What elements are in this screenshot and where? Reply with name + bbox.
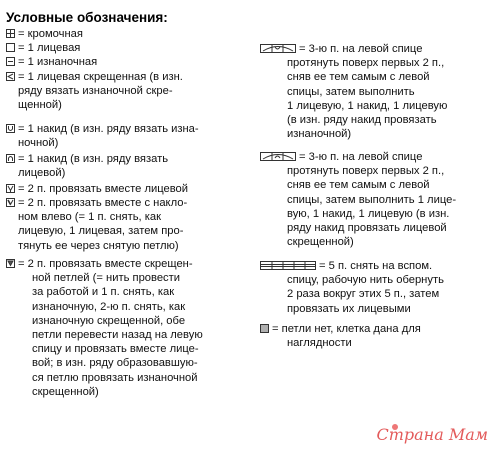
watermark: Страна Мам <box>376 425 488 444</box>
k2tog-left-icon <box>6 198 15 207</box>
knit-twisted-icon <box>6 72 15 81</box>
legend-entry-cluster-3 <box>260 42 447 141</box>
legend-text: изнаночную скрещенной, обе <box>32 314 186 327</box>
legend-text: петли перевести назад на левую <box>32 329 203 342</box>
no-stitch-icon <box>260 324 269 333</box>
legend-entry-purl <box>6 55 97 69</box>
legend-text: = 1 лицевая <box>18 42 81 54</box>
slip-5-wrap-icon <box>260 261 316 270</box>
legend-text: изнаночную, 2-ю п. снять, как <box>32 300 186 313</box>
legend-entry-k2tog-twisted <box>6 257 203 399</box>
legend-text: = 2 п. провязать вместе лицевой <box>18 183 189 195</box>
edge-stitch-icon <box>6 29 15 38</box>
legend-text: = 3-ю п. на левой спице <box>299 151 423 163</box>
legend-text: изнаночной) <box>287 128 352 141</box>
legend-text: спицы, затем выполнить <box>287 85 415 98</box>
legend-text: ном влево (= 1 п. снять, как <box>18 211 162 224</box>
legend-text: = петли нет, клетка дана для <box>272 323 421 335</box>
legend-text: щенной) <box>18 99 62 112</box>
legend-entry-yarn-over-knit <box>6 152 168 180</box>
legend-text: за работой и 1 п. снять, как <box>32 286 175 299</box>
legend-text: скрещенной) <box>32 385 99 398</box>
cluster-3-icon <box>260 44 296 53</box>
legend-entry-k2tog <box>6 182 188 196</box>
legend-text: сняв ее тем самым с левой <box>287 71 430 84</box>
yarn-over-knit-icon <box>6 154 15 163</box>
legend-text: спицу и провязать вместе лице- <box>32 343 199 356</box>
legend-text: = 5 п. снять на вспом. <box>319 260 433 272</box>
legend-text: 1 лицевую, 1 накид, 1 лицевую <box>287 99 448 112</box>
legend-text: ряду вязать изнаночной скре- <box>18 85 173 98</box>
k2tog-icon <box>6 184 15 193</box>
legend-text: = кромочная <box>18 28 83 40</box>
legend-entry-k2tog-left <box>6 196 187 253</box>
legend-entry-slip-5 <box>260 259 444 316</box>
legend-entry-edge <box>6 27 83 41</box>
legend-text: лицевой) <box>18 167 66 180</box>
yarn-over-icon <box>6 124 15 133</box>
knit-stitch-icon <box>6 43 15 52</box>
legend-text: провязать их лицевыми <box>287 302 411 315</box>
legend-text: = 1 накид (в изн. ряду вязать <box>18 153 169 165</box>
legend-text: 2 раза вокруг этих 5 п., затем <box>287 288 440 301</box>
legend-text: ся петлю провязать изнаночной <box>32 371 198 384</box>
k2tog-twisted-icon <box>6 259 15 268</box>
legend-text: скрещенной) <box>287 236 354 249</box>
legend-text: = 1 лицевая скрещенная (в изн. <box>18 71 183 83</box>
legend-text: вую, 1 накид, 1 лицевую (в изн. <box>287 207 450 220</box>
legend-text: = 2 п. провязать вместе скрещен- <box>18 258 193 270</box>
legend-text: = 1 изнаночная <box>18 56 98 68</box>
legend-text: ной петлей (= нить провести <box>32 272 181 285</box>
legend-text: ночной) <box>18 137 59 150</box>
legend-text: (в изн. ряду накид провязать <box>287 114 437 127</box>
legend-text: протянуть поверх первых 2 п., <box>287 165 445 178</box>
legend-entry-yarn-over <box>6 122 199 150</box>
legend-text: спицы, затем выполнить 1 лице- <box>287 193 457 206</box>
legend-text: лицевую, 1 лицевая, затем про- <box>18 225 184 238</box>
cluster-3-twisted-icon <box>260 152 296 161</box>
legend-text: = 3-ю п. на левой спице <box>299 43 423 55</box>
legend-text: наглядности <box>287 337 352 350</box>
purl-stitch-icon <box>6 57 15 66</box>
legend-entry-knit <box>6 41 80 55</box>
legend-text: спицу, рабочую нить обернуть <box>287 274 444 287</box>
legend-text: ряду накид провязать лицевой <box>287 222 447 235</box>
legend-text: протянуть поверх первых 2 п., <box>287 57 445 70</box>
legend-text: = 2 п. провязать вместе с накло- <box>18 197 188 209</box>
legend-entry-no-stitch <box>260 322 421 350</box>
legend-text: вой; в изн. ряду образовавшую- <box>32 357 198 370</box>
legend-text: тянуть ее через снятую петлю) <box>18 239 179 252</box>
legend-title: Условные обозначения: <box>6 10 168 25</box>
legend-entry-knit-twisted <box>6 70 183 113</box>
legend-text: сняв ее тем самым с левой <box>287 179 430 192</box>
legend-entry-cluster-3-twisted <box>260 150 456 249</box>
legend-text: = 1 накид (в изн. ряду вязать изна- <box>18 123 199 135</box>
